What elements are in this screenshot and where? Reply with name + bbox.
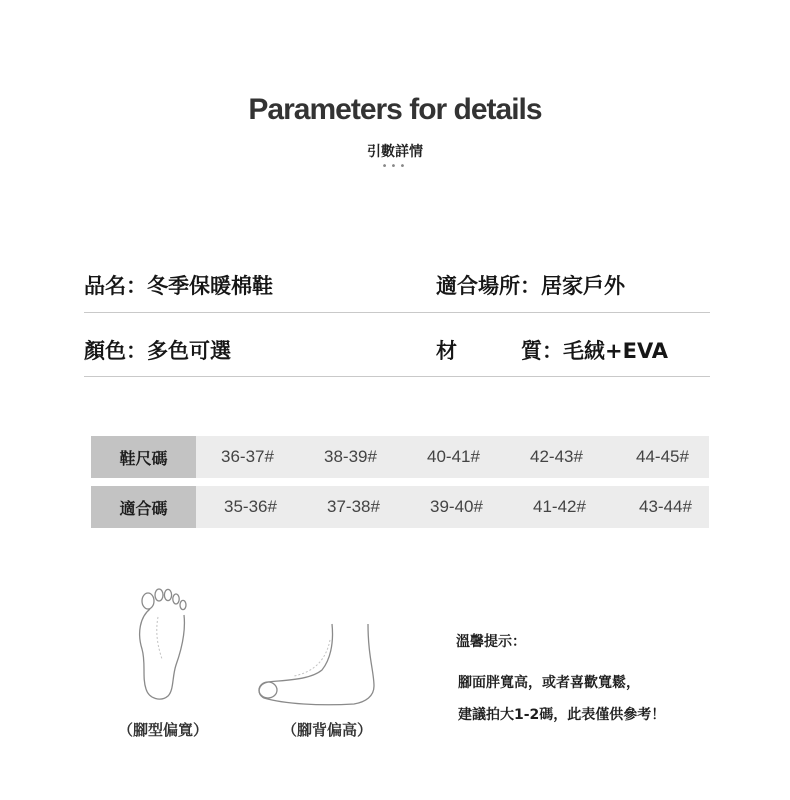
- wide-foot-caption: （腳型偏寬）: [118, 721, 209, 739]
- table-cell: 39-40#: [430, 497, 483, 516]
- table-cell: 35-36#: [224, 497, 277, 516]
- row-header-fit-size: 適合碼: [91, 486, 196, 528]
- tips-line-2: 建議拍大1-2碼，此表僅供參考！: [458, 707, 666, 723]
- foot-side-view-icon: [250, 620, 380, 710]
- page-subtitle: 引數詳情: [367, 144, 423, 160]
- divider-dots: •••: [381, 161, 409, 172]
- table-cell: 42-43#: [530, 447, 583, 466]
- table-cell: 37-38#: [327, 497, 380, 516]
- row-header-shoe-size: 鞋尺碼: [91, 436, 196, 478]
- product-color: 顏色：多色可選: [84, 339, 231, 363]
- page-title: Parameters for details: [248, 93, 542, 126]
- table-row: [91, 436, 709, 478]
- material-label: 材: [436, 339, 457, 363]
- divider-line: [84, 312, 710, 313]
- tips-line-1: 腳面胖寬高，或者喜歡寬鬆，: [458, 675, 640, 691]
- table-row: [91, 486, 709, 528]
- foot-top-view-icon: [128, 583, 198, 705]
- table-cell: 43-44#: [639, 497, 692, 516]
- table-cell: 38-39#: [324, 447, 377, 466]
- high-instep-caption: （腳背偏高）: [282, 721, 373, 739]
- table-cell: 36-37#: [221, 447, 274, 466]
- divider-line: [84, 376, 710, 377]
- suitable-venue: 適合場所：居家戶外: [436, 274, 625, 298]
- table-cell: 41-42#: [533, 497, 586, 516]
- tips-title: 溫馨提示：: [456, 634, 526, 650]
- table-cell: 40-41#: [427, 447, 480, 466]
- material-value: 質：毛絨+EVA: [521, 339, 669, 363]
- table-cell: 44-45#: [636, 447, 689, 466]
- product-name: 品名：冬季保暖棉鞋: [84, 274, 273, 298]
